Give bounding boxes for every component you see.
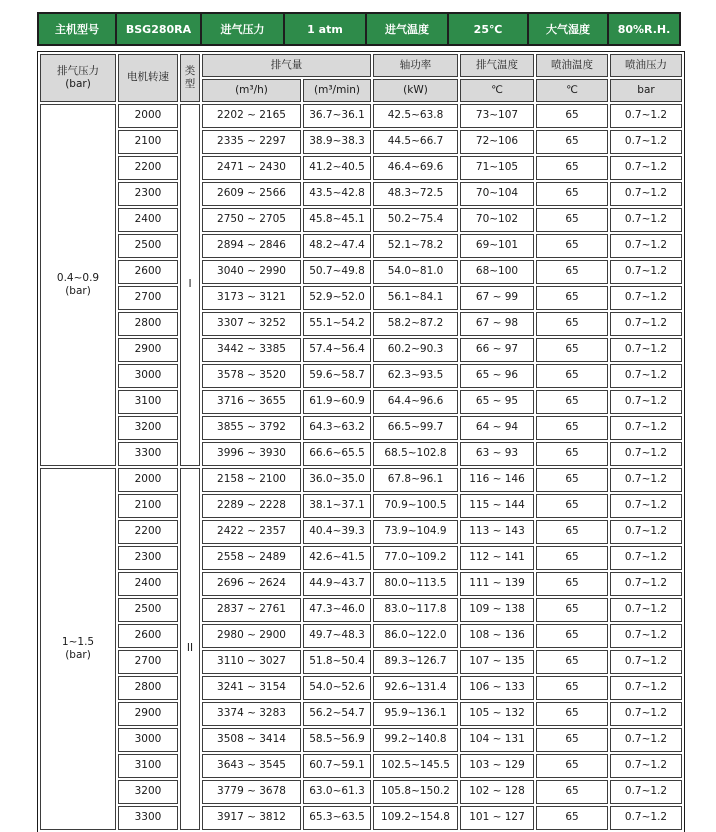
table-row xyxy=(40,104,682,128)
model-label: 主机型号 xyxy=(38,13,116,45)
motor-speed-cell: 2600 xyxy=(118,624,178,648)
motor-speed-cell: 2000 xyxy=(118,468,178,492)
col-discharge-temp: 排气温度 xyxy=(460,54,534,77)
oil-injection-temp-cell: 65 xyxy=(536,702,608,726)
oil-injection-pressure-cell: 0.7~1.2 xyxy=(610,468,682,492)
oil-injection-temp-cell: 65 xyxy=(536,754,608,778)
discharge-temp-cell: 112 ~ 141 xyxy=(460,546,534,570)
shaft-power-cell: 99.2~140.8 xyxy=(373,728,458,752)
oil-injection-pressure-cell: 0.7~1.2 xyxy=(610,754,682,778)
shaft-power-cell: 83.0~117.8 xyxy=(373,598,458,622)
table-row xyxy=(40,364,682,388)
oil-injection-pressure-cell: 0.7~1.2 xyxy=(610,416,682,440)
discharge-temp-cell: 107 ~ 135 xyxy=(460,650,534,674)
motor-speed-cell: 2600 xyxy=(118,260,178,284)
motor-speed-cell: 2300 xyxy=(118,182,178,206)
table-row xyxy=(40,416,682,440)
discharge-temp-cell: 65 ~ 96 xyxy=(460,364,534,388)
oil-injection-pressure-cell: 0.7~1.2 xyxy=(610,728,682,752)
capacity-m3h-cell: 3374 ~ 3283 xyxy=(202,702,301,726)
motor-speed-cell: 2200 xyxy=(118,156,178,180)
capacity-m3min-cell: 38.1~37.1 xyxy=(303,494,371,518)
discharge-temp-cell: 111 ~ 139 xyxy=(460,572,534,596)
capacity-m3min-cell: 52.9~52.0 xyxy=(303,286,371,310)
capacity-m3min-cell: 55.1~54.2 xyxy=(303,312,371,336)
capacity-m3min-cell: 36.7~36.1 xyxy=(303,104,371,128)
capacity-m3h-cell: 3040 ~ 2990 xyxy=(202,260,301,284)
discharge-temp-cell: 116 ~ 146 xyxy=(460,468,534,492)
oil-injection-temp-cell: 65 xyxy=(536,416,608,440)
oil-injection-temp-cell: 65 xyxy=(536,286,608,310)
oil-injection-pressure-cell: 0.7~1.2 xyxy=(610,338,682,362)
oil-injection-pressure-cell: 0.7~1.2 xyxy=(610,624,682,648)
pressure-range-unit: (bar) xyxy=(65,649,91,661)
discharge-temp-cell: 109 ~ 138 xyxy=(460,598,534,622)
shaft-power-cell: 52.1~78.2 xyxy=(373,234,458,258)
capacity-m3h-cell: 3996 ~ 3930 xyxy=(202,442,301,466)
capacity-m3h-cell: 3716 ~ 3655 xyxy=(202,390,301,414)
oil-injection-temp-cell: 65 xyxy=(536,494,608,518)
pressure-section-1 xyxy=(40,104,682,466)
capacity-m3min-cell: 47.3~46.0 xyxy=(303,598,371,622)
col-shaft-power: 轴功率 xyxy=(373,54,458,77)
discharge-temp-cell: 66 ~ 97 xyxy=(460,338,534,362)
capacity-m3min-cell: 60.7~59.1 xyxy=(303,754,371,778)
humidity-label: 大气湿度 xyxy=(528,13,608,45)
oil-injection-pressure-cell: 0.7~1.2 xyxy=(610,546,682,570)
oil-injection-pressure-cell: 0.7~1.2 xyxy=(610,494,682,518)
oil-injection-temp-cell: 65 xyxy=(536,442,608,466)
oil-injection-pressure-cell: 0.7~1.2 xyxy=(610,104,682,128)
shaft-power-cell: 102.5~145.5 xyxy=(373,754,458,778)
shaft-power-cell: 92.6~131.4 xyxy=(373,676,458,700)
capacity-m3h-cell: 3442 ~ 3385 xyxy=(202,338,301,362)
motor-speed-cell: 3100 xyxy=(118,390,178,414)
capacity-m3min-cell: 49.7~48.3 xyxy=(303,624,371,648)
table-row xyxy=(40,624,682,648)
oil-injection-temp-cell: 65 xyxy=(536,806,608,830)
capacity-m3h-cell: 2289 ~ 2228 xyxy=(202,494,301,518)
discharge-temp-cell: 103 ~ 129 xyxy=(460,754,534,778)
col-discharge-pressure-unit: (bar) xyxy=(65,78,91,90)
table-row xyxy=(40,494,682,518)
capacity-m3h-cell: 2750 ~ 2705 xyxy=(202,208,301,232)
shaft-power-cell: 68.5~102.8 xyxy=(373,442,458,466)
motor-speed-cell: 3200 xyxy=(118,780,178,804)
oil-injection-temp-cell: 65 xyxy=(536,468,608,492)
shaft-power-cell: 80.0~113.5 xyxy=(373,572,458,596)
table-row xyxy=(40,702,682,726)
table-row xyxy=(40,572,682,596)
table-row xyxy=(40,728,682,752)
oil-injection-pressure-cell: 0.7~1.2 xyxy=(610,806,682,830)
oil-injection-temp-cell: 65 xyxy=(536,312,608,336)
col-motor-speed: 电机转速 xyxy=(118,54,178,102)
intake-pressure-label: 进气压力 xyxy=(201,13,284,45)
motor-speed-cell: 2700 xyxy=(118,286,178,310)
capacity-m3h-cell: 3307 ~ 3252 xyxy=(202,312,301,336)
pressure-section-2 xyxy=(40,468,682,830)
unit-oil-injection-pressure: bar xyxy=(610,79,682,102)
discharge-temp-cell: 69~101 xyxy=(460,234,534,258)
spec-table-header xyxy=(40,54,682,102)
motor-speed-cell: 2200 xyxy=(118,520,178,544)
shaft-power-cell: 60.2~90.3 xyxy=(373,338,458,362)
motor-speed-cell: 2300 xyxy=(118,546,178,570)
oil-injection-pressure-cell: 0.7~1.2 xyxy=(610,208,682,232)
motor-speed-cell: 2500 xyxy=(118,598,178,622)
table-row xyxy=(40,754,682,778)
type-cell: I xyxy=(180,104,200,466)
table-row xyxy=(40,260,682,284)
capacity-m3h-cell: 3779 ~ 3678 xyxy=(202,780,301,804)
oil-injection-temp-cell: 65 xyxy=(536,338,608,362)
unit-oil-injection-temp: ℃ xyxy=(536,79,608,102)
info-bar-row xyxy=(38,13,680,45)
discharge-temp-cell: 68~100 xyxy=(460,260,534,284)
discharge-temp-cell: 102 ~ 128 xyxy=(460,780,534,804)
capacity-m3min-cell: 51.8~50.4 xyxy=(303,650,371,674)
oil-injection-pressure-cell: 0.7~1.2 xyxy=(610,676,682,700)
shaft-power-cell: 54.0~81.0 xyxy=(373,260,458,284)
shaft-power-cell: 95.9~136.1 xyxy=(373,702,458,726)
pressure-range: 1~1.5 xyxy=(61,635,95,648)
unit-capacity-m3h: (m³/h) xyxy=(202,79,301,102)
capacity-m3h-cell: 2609 ~ 2566 xyxy=(202,182,301,206)
shaft-power-cell: 58.2~87.2 xyxy=(373,312,458,336)
table-row xyxy=(40,156,682,180)
discharge-temp-cell: 115 ~ 144 xyxy=(460,494,534,518)
motor-speed-cell: 3000 xyxy=(118,364,178,388)
oil-injection-temp-cell: 65 xyxy=(536,598,608,622)
table-row xyxy=(40,312,682,336)
oil-injection-temp-cell: 65 xyxy=(536,182,608,206)
oil-injection-pressure-cell: 0.7~1.2 xyxy=(610,650,682,674)
capacity-m3min-cell: 61.9~60.9 xyxy=(303,390,371,414)
capacity-m3min-cell: 58.5~56.9 xyxy=(303,728,371,752)
capacity-m3h-cell: 3855 ~ 3792 xyxy=(202,416,301,440)
capacity-m3h-cell: 2558 ~ 2489 xyxy=(202,546,301,570)
discharge-temp-cell: 101 ~ 127 xyxy=(460,806,534,830)
capacity-m3h-cell: 2696 ~ 2624 xyxy=(202,572,301,596)
spec-table xyxy=(37,51,685,832)
capacity-m3h-cell: 3241 ~ 3154 xyxy=(202,676,301,700)
motor-speed-cell: 2400 xyxy=(118,572,178,596)
shaft-power-cell: 48.3~72.5 xyxy=(373,182,458,206)
oil-injection-temp-cell: 65 xyxy=(536,676,608,700)
col-discharge-pressure-label: 排气压力 xyxy=(57,64,99,77)
table-row xyxy=(40,468,682,492)
intake-temp-label: 进气温度 xyxy=(366,13,448,45)
oil-injection-temp-cell: 65 xyxy=(536,546,608,570)
capacity-m3h-cell: 2980 ~ 2900 xyxy=(202,624,301,648)
table-row xyxy=(40,338,682,362)
capacity-m3min-cell: 56.2~54.7 xyxy=(303,702,371,726)
oil-injection-pressure-cell: 0.7~1.2 xyxy=(610,130,682,154)
capacity-m3h-cell: 3917 ~ 3812 xyxy=(202,806,301,830)
table-row xyxy=(40,780,682,804)
motor-speed-cell: 3200 xyxy=(118,416,178,440)
oil-injection-pressure-cell: 0.7~1.2 xyxy=(610,182,682,206)
oil-injection-pressure-cell: 0.7~1.2 xyxy=(610,312,682,336)
shaft-power-cell: 46.4~69.6 xyxy=(373,156,458,180)
shaft-power-cell: 77.0~109.2 xyxy=(373,546,458,570)
pressure-range-cell xyxy=(40,104,116,466)
shaft-power-cell: 42.5~63.8 xyxy=(373,104,458,128)
intake-temp-value: 25℃ xyxy=(448,13,528,45)
shaft-power-cell: 64.4~96.6 xyxy=(373,390,458,414)
shaft-power-cell: 109.2~154.8 xyxy=(373,806,458,830)
table-row xyxy=(40,286,682,310)
capacity-m3min-cell: 63.0~61.3 xyxy=(303,780,371,804)
unit-shaft-power: (kW) xyxy=(373,79,458,102)
capacity-m3min-cell: 50.7~49.8 xyxy=(303,260,371,284)
oil-injection-pressure-cell: 0.7~1.2 xyxy=(610,702,682,726)
discharge-temp-cell: 67 ~ 99 xyxy=(460,286,534,310)
table-row xyxy=(40,442,682,466)
oil-injection-temp-cell: 65 xyxy=(536,728,608,752)
motor-speed-cell: 2000 xyxy=(118,104,178,128)
table-row xyxy=(40,234,682,258)
capacity-m3h-cell: 3173 ~ 3121 xyxy=(202,286,301,310)
oil-injection-temp-cell: 65 xyxy=(536,104,608,128)
capacity-m3min-cell: 64.3~63.2 xyxy=(303,416,371,440)
col-oil-injection-temp: 喷油温度 xyxy=(536,54,608,77)
capacity-m3h-cell: 2335 ~ 2297 xyxy=(202,130,301,154)
model-value: BSG280RA xyxy=(116,13,201,45)
discharge-temp-cell: 104 ~ 131 xyxy=(460,728,534,752)
oil-injection-temp-cell: 65 xyxy=(536,208,608,232)
header-row-labels xyxy=(40,54,682,77)
shaft-power-cell: 73.9~104.9 xyxy=(373,520,458,544)
oil-injection-temp-cell: 65 xyxy=(536,520,608,544)
pressure-range: 0.4~0.9 xyxy=(56,271,100,284)
oil-injection-temp-cell: 65 xyxy=(536,572,608,596)
discharge-temp-cell: 63 ~ 93 xyxy=(460,442,534,466)
table-row xyxy=(40,520,682,544)
motor-speed-cell: 2800 xyxy=(118,312,178,336)
oil-injection-temp-cell: 65 xyxy=(536,364,608,388)
col-oil-injection-pressure: 喷油压力 xyxy=(610,54,682,77)
motor-speed-cell: 2700 xyxy=(118,650,178,674)
oil-injection-pressure-cell: 0.7~1.2 xyxy=(610,364,682,388)
motor-speed-cell: 2900 xyxy=(118,702,178,726)
oil-injection-temp-cell: 65 xyxy=(536,624,608,648)
discharge-temp-cell: 70~104 xyxy=(460,182,534,206)
oil-injection-pressure-cell: 0.7~1.2 xyxy=(610,234,682,258)
pressure-range-cell xyxy=(40,468,116,830)
capacity-m3min-cell: 66.6~65.5 xyxy=(303,442,371,466)
motor-speed-cell: 2800 xyxy=(118,676,178,700)
oil-injection-temp-cell: 65 xyxy=(536,650,608,674)
motor-speed-cell: 2100 xyxy=(118,494,178,518)
capacity-m3min-cell: 48.2~47.4 xyxy=(303,234,371,258)
shaft-power-cell: 89.3~126.7 xyxy=(373,650,458,674)
unit-capacity-m3min: (m³/min) xyxy=(303,79,371,102)
table-row xyxy=(40,182,682,206)
oil-injection-pressure-cell: 0.7~1.2 xyxy=(610,572,682,596)
oil-injection-pressure-cell: 0.7~1.2 xyxy=(610,598,682,622)
oil-injection-pressure-cell: 0.7~1.2 xyxy=(610,520,682,544)
capacity-m3min-cell: 57.4~56.4 xyxy=(303,338,371,362)
shaft-power-cell: 62.3~93.5 xyxy=(373,364,458,388)
capacity-m3min-cell: 43.5~42.8 xyxy=(303,182,371,206)
discharge-temp-cell: 64 ~ 94 xyxy=(460,416,534,440)
discharge-temp-cell: 70~102 xyxy=(460,208,534,232)
capacity-m3h-cell: 2422 ~ 2357 xyxy=(202,520,301,544)
oil-injection-pressure-cell: 0.7~1.2 xyxy=(610,780,682,804)
info-bar xyxy=(37,12,681,46)
discharge-temp-cell: 67 ~ 98 xyxy=(460,312,534,336)
capacity-m3min-cell: 59.6~58.7 xyxy=(303,364,371,388)
motor-speed-cell: 2500 xyxy=(118,234,178,258)
capacity-m3min-cell: 65.3~63.5 xyxy=(303,806,371,830)
motor-speed-cell: 2100 xyxy=(118,130,178,154)
oil-injection-temp-cell: 65 xyxy=(536,130,608,154)
oil-injection-temp-cell: 65 xyxy=(536,156,608,180)
shaft-power-cell: 105.8~150.2 xyxy=(373,780,458,804)
shaft-power-cell: 44.5~66.7 xyxy=(373,130,458,154)
discharge-temp-cell: 73~107 xyxy=(460,104,534,128)
col-discharge-pressure xyxy=(40,54,116,102)
discharge-temp-cell: 65 ~ 95 xyxy=(460,390,534,414)
capacity-m3h-cell: 2158 ~ 2100 xyxy=(202,468,301,492)
unit-discharge-temp: ℃ xyxy=(460,79,534,102)
motor-speed-cell: 2400 xyxy=(118,208,178,232)
capacity-m3min-cell: 45.8~45.1 xyxy=(303,208,371,232)
shaft-power-cell: 56.1~84.1 xyxy=(373,286,458,310)
table-row xyxy=(40,650,682,674)
table-row xyxy=(40,598,682,622)
table-row xyxy=(40,676,682,700)
discharge-temp-cell: 113 ~ 143 xyxy=(460,520,534,544)
capacity-m3h-cell: 2894 ~ 2846 xyxy=(202,234,301,258)
intake-pressure-value: 1 atm xyxy=(284,13,366,45)
capacity-m3h-cell: 3578 ~ 3520 xyxy=(202,364,301,388)
shaft-power-cell: 70.9~100.5 xyxy=(373,494,458,518)
capacity-m3h-cell: 3508 ~ 3414 xyxy=(202,728,301,752)
oil-injection-pressure-cell: 0.7~1.2 xyxy=(610,286,682,310)
motor-speed-cell: 3300 xyxy=(118,442,178,466)
pressure-range-unit: (bar) xyxy=(65,285,91,297)
table-row xyxy=(40,208,682,232)
capacity-m3h-cell: 2202 ~ 2165 xyxy=(202,104,301,128)
discharge-temp-cell: 108 ~ 136 xyxy=(460,624,534,648)
capacity-m3min-cell: 44.9~43.7 xyxy=(303,572,371,596)
table-row xyxy=(40,546,682,570)
capacity-m3min-cell: 41.2~40.5 xyxy=(303,156,371,180)
capacity-m3h-cell: 2837 ~ 2761 xyxy=(202,598,301,622)
capacity-m3h-cell: 3110 ~ 3027 xyxy=(202,650,301,674)
oil-injection-pressure-cell: 0.7~1.2 xyxy=(610,156,682,180)
capacity-m3min-cell: 54.0~52.6 xyxy=(303,676,371,700)
oil-injection-temp-cell: 65 xyxy=(536,260,608,284)
capacity-m3min-cell: 36.0~35.0 xyxy=(303,468,371,492)
shaft-power-cell: 50.2~75.4 xyxy=(373,208,458,232)
motor-speed-cell: 3300 xyxy=(118,806,178,830)
col-type: 类型 xyxy=(180,54,200,102)
table-row xyxy=(40,806,682,830)
discharge-temp-cell: 72~106 xyxy=(460,130,534,154)
oil-injection-pressure-cell: 0.7~1.2 xyxy=(610,390,682,414)
type-cell: II xyxy=(180,468,200,830)
shaft-power-cell: 67.8~96.1 xyxy=(373,468,458,492)
oil-injection-pressure-cell: 0.7~1.2 xyxy=(610,260,682,284)
shaft-power-cell: 86.0~122.0 xyxy=(373,624,458,648)
shaft-power-cell: 66.5~99.7 xyxy=(373,416,458,440)
oil-injection-temp-cell: 65 xyxy=(536,234,608,258)
capacity-m3min-cell: 42.6~41.5 xyxy=(303,546,371,570)
col-capacity: 排气量 xyxy=(202,54,371,77)
capacity-m3h-cell: 2471 ~ 2430 xyxy=(202,156,301,180)
motor-speed-cell: 3100 xyxy=(118,754,178,778)
capacity-m3h-cell: 3643 ~ 3545 xyxy=(202,754,301,778)
humidity-value: 80%R.H. xyxy=(608,13,680,45)
discharge-temp-cell: 105 ~ 132 xyxy=(460,702,534,726)
discharge-temp-cell: 71~105 xyxy=(460,156,534,180)
table-row xyxy=(40,390,682,414)
discharge-temp-cell: 106 ~ 133 xyxy=(460,676,534,700)
capacity-m3min-cell: 38.9~38.3 xyxy=(303,130,371,154)
oil-injection-temp-cell: 65 xyxy=(536,780,608,804)
table-row xyxy=(40,130,682,154)
oil-injection-pressure-cell: 0.7~1.2 xyxy=(610,442,682,466)
motor-speed-cell: 2900 xyxy=(118,338,178,362)
capacity-m3min-cell: 40.4~39.3 xyxy=(303,520,371,544)
motor-speed-cell: 3000 xyxy=(118,728,178,752)
oil-injection-temp-cell: 65 xyxy=(536,390,608,414)
